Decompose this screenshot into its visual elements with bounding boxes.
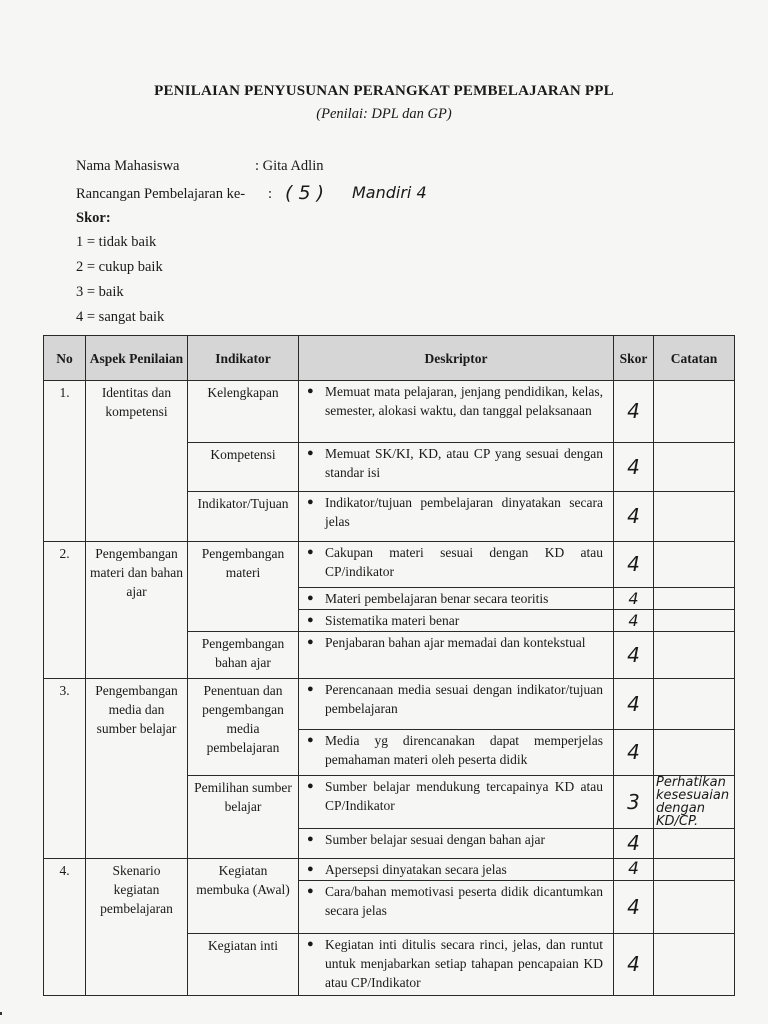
- note-cell: [654, 492, 735, 542]
- indikator-cell: Kelengkapan: [188, 381, 299, 443]
- col-header-skor: Skor: [614, 336, 654, 381]
- section-aspek: Identitas dan kompetensi: [86, 381, 188, 542]
- descriptor-cell: ● Memuat mata pelajaran, jenjang pendidikan, kelas, semester, alokasi waktu, dan tanggal pelaksanaan: [299, 381, 614, 443]
- score-cell: 3: [614, 776, 654, 829]
- descriptor-cell: ● Materi pembelajaran benar secara teoritis: [299, 588, 614, 610]
- score-cell: 4: [614, 859, 654, 881]
- descriptor-cell: ● Sistematika materi benar: [299, 610, 614, 632]
- score-cell: 4: [614, 381, 654, 443]
- note-cell: [654, 542, 735, 588]
- score-cell: 4: [614, 588, 654, 610]
- col-header-indikator: Indikator: [188, 336, 299, 381]
- score-cell: 4: [614, 934, 654, 996]
- indikator-cell: Indikator/Tujuan: [188, 492, 299, 542]
- score-cell: 4: [614, 679, 654, 730]
- indikator-cell: Pengembangan materi: [188, 542, 299, 632]
- table-row: [44, 679, 735, 730]
- note-cell: [654, 934, 735, 996]
- col-header-aspek: Aspek Penilaian: [86, 336, 188, 381]
- page-subtitle: (Penilai: DPL dan GP): [316, 106, 452, 122]
- assessment-table: [43, 335, 735, 996]
- scale-item: 4 = sangat baik: [76, 309, 165, 325]
- scale-item: 2 = cukup baik: [76, 259, 163, 275]
- descriptor-cell: ● Kegiatan inti ditulis secara rinci, jelas, dan runtut untuk menjabarkan setiap tahapan pencapaian KD atau CP/Indikator: [299, 934, 614, 996]
- score-cell: 4: [614, 829, 654, 859]
- score-cell: 4: [614, 881, 654, 934]
- section-aspek: Pengembangan media dan sumber belajar: [86, 679, 188, 859]
- section-no: 4.: [44, 859, 86, 996]
- rancangan-label: Rancangan Pembelajaran ke-: [76, 186, 246, 202]
- note-cell: [654, 443, 735, 492]
- note-cell: [654, 679, 735, 730]
- skor-label: Skor:: [76, 210, 111, 226]
- score-cell: 4: [614, 632, 654, 679]
- descriptor-cell: ● Cara/bahan memotivasi peserta didik dicantumkan secara jelas: [299, 881, 614, 934]
- note-cell: [654, 588, 735, 610]
- indikator-cell: Penentuan dan pengembangan media pembelajaran: [188, 679, 299, 776]
- table-row: [44, 381, 735, 443]
- score-cell: 4: [614, 443, 654, 492]
- name-value: : Gita Adlin: [255, 158, 324, 174]
- descriptor-cell: ● Apersepsi dinyatakan secara jelas: [299, 859, 614, 881]
- indikator-cell: Pemilihan sumber belajar: [188, 776, 299, 859]
- score-cell: 4: [614, 542, 654, 588]
- descriptor-cell: ● Penjabaran bahan ajar memadai dan kontekstual: [299, 632, 614, 679]
- section-no: 1.: [44, 381, 86, 542]
- scale-item: 3 = baik: [76, 284, 124, 300]
- rancangan-value: ( 5 ): [285, 182, 324, 204]
- score-cell: 4: [614, 492, 654, 542]
- note-cell: [654, 776, 735, 829]
- indikator-cell: Kegiatan membuka (Awal): [188, 859, 299, 934]
- col-header-catatan: Catatan: [654, 336, 735, 381]
- rancangan-note: Mandiri 4: [352, 183, 427, 202]
- note-cell: [654, 730, 735, 776]
- note-cell: [654, 381, 735, 443]
- table-header-row: [44, 336, 735, 381]
- scan-speck: [0, 1012, 2, 1015]
- section-no: 3.: [44, 679, 86, 859]
- descriptor-cell: ● Indikator/tujuan pembelajaran dinyatakan secara jelas: [299, 492, 614, 542]
- name-label: Nama Mahasiswa: [76, 158, 180, 174]
- descriptor-cell: ● Memuat SK/KI, KD, atau CP yang sesuai dengan standar isi: [299, 443, 614, 492]
- col-header-deskriptor: Deskriptor: [299, 336, 614, 381]
- note-cell: [654, 859, 735, 881]
- note-cell: [654, 829, 735, 859]
- section-aspek: Pengembangan materi dan bahan ajar: [86, 542, 188, 679]
- score-cell: 4: [614, 610, 654, 632]
- indikator-cell: Pengembangan bahan ajar: [188, 632, 299, 679]
- indikator-cell: Kegiatan inti: [188, 934, 299, 996]
- handwritten-note: Perhatikan kesesuaian dengan KD/CP.: [656, 775, 730, 829]
- descriptor-cell: ● Perencanaan media sesuai dengan indikator/tujuan pembelajaran: [299, 679, 614, 730]
- note-cell: [654, 610, 735, 632]
- rancangan-colon: :: [268, 186, 273, 202]
- descriptor-cell: ● Cakupan materi sesuai dengan KD atau CP/indikator: [299, 542, 614, 588]
- note-cell: [654, 632, 735, 679]
- scale-item: 1 = tidak baik: [76, 234, 157, 250]
- score-cell: 4: [614, 730, 654, 776]
- table-row: [44, 542, 735, 588]
- descriptor-cell: ● Sumber belajar mendukung tercapainya KD atau CP/Indikator: [299, 776, 614, 829]
- indikator-cell: Kompetensi: [188, 443, 299, 492]
- note-cell: [654, 881, 735, 934]
- table-row: [44, 859, 735, 881]
- descriptor-cell: ● Media yg direncanakan dapat memperjelas pemahaman materi oleh peserta didik: [299, 730, 614, 776]
- section-aspek: Skenario kegiatan pembelajaran: [86, 859, 188, 996]
- page-title: PENILAIAN PENYUSUNAN PERANGKAT PEMBELAJARAN PPL: [154, 83, 614, 99]
- descriptor-cell: ● Sumber belajar sesuai dengan bahan ajar: [299, 829, 614, 859]
- section-no: 2.: [44, 542, 86, 679]
- col-header-no: No: [44, 336, 86, 381]
